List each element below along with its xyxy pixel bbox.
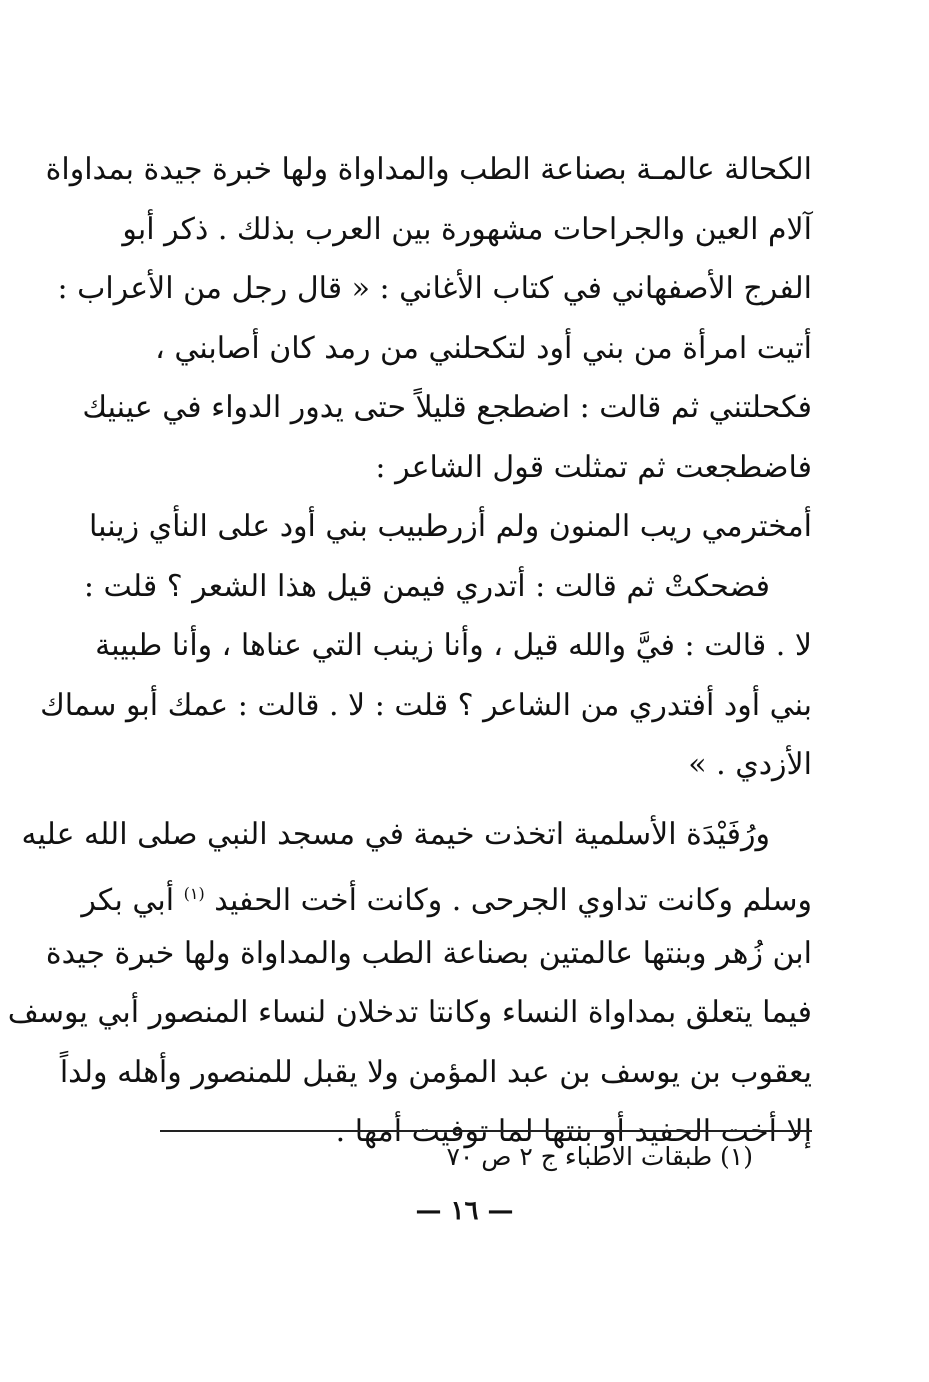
text-line: آلام العين والجراحات مشهورة بين العرب بذلك . ذكر أبو: [122, 211, 812, 247]
text-line: فيما يتعلق بمداواة النساء وكانتا تدخلان لنساء المنصور أبي يوسف: [7, 995, 812, 1030]
text-line: ورُفَيْدَة الأسلمية اتخذت خيمة في مسجد النبي صلى الله عليه: [21, 816, 770, 852]
text-line: أتيت امرأة من بني أود لتكحلني من رمد كان أصابني ،: [155, 330, 812, 366]
text-line: ابن زُهر وبنتها عالمتين بصناعة الطب والمداواة ولها خبرة جيدة: [45, 935, 812, 971]
text-line: الكحالة عالمـة بصناعة الطب والمداواة ولها خبرة جيدة بمداواة: [45, 152, 812, 187]
text-line: فضحكتْ ثم قالت : أتدري فيمن قيل هذا الشعر ؟ قلت :: [83, 568, 770, 604]
text-line: بني أود أفتدري من الشاعر ؟ قلت : لا . قالت : عمك أبو سماك: [40, 687, 812, 723]
text-segment: وسلم وكانت تداوي الجرحى . وكانت أخت الحفيد: [214, 883, 812, 918]
footnote-marker: (١): [183, 884, 205, 903]
text-line-with-footnote: [81, 864, 812, 924]
main-text: [7, 140, 812, 1162]
text-segment: أبي بكر: [81, 883, 175, 918]
text-line: فاضطجعت ثم تمثلت قول الشاعر :: [375, 449, 812, 485]
verse-second-hemistich: طبيب بني أود على النأي زينبا: [89, 509, 449, 544]
text-line: إلا أخت الحفيد أو بنتها لما توفيت أمها .: [335, 1114, 812, 1149]
text-line: فكحلتني ثم قالت : اضطجع قليلاً حتى يدور الدواء في عينيك: [82, 390, 812, 425]
poetry-verse: [89, 497, 812, 557]
footnote-divider: [160, 1130, 812, 1132]
text-line: الفرج الأصفهاني في كتاب الأغاني : « قال رجل من الأعراب :: [57, 271, 812, 306]
text-line: يعقوب بن يوسف بن عبد المؤمن ولا يقبل للمنصور وأهله ولداً: [59, 1054, 812, 1090]
footnote: (١) طبقات الاطباء ج ٢ ص ٧٠: [446, 1142, 753, 1171]
text-line: لا . قالت : فيَّ والله قيل ، وأنا زينب التي عناها ، وأنا طبيبة: [95, 628, 812, 663]
page-number: — ١٦ —: [415, 1196, 514, 1226]
verse-first-hemistich: أمخترمي ريب المنون ولم أزر: [448, 509, 812, 544]
text-line: الأزدي . »: [688, 747, 812, 782]
